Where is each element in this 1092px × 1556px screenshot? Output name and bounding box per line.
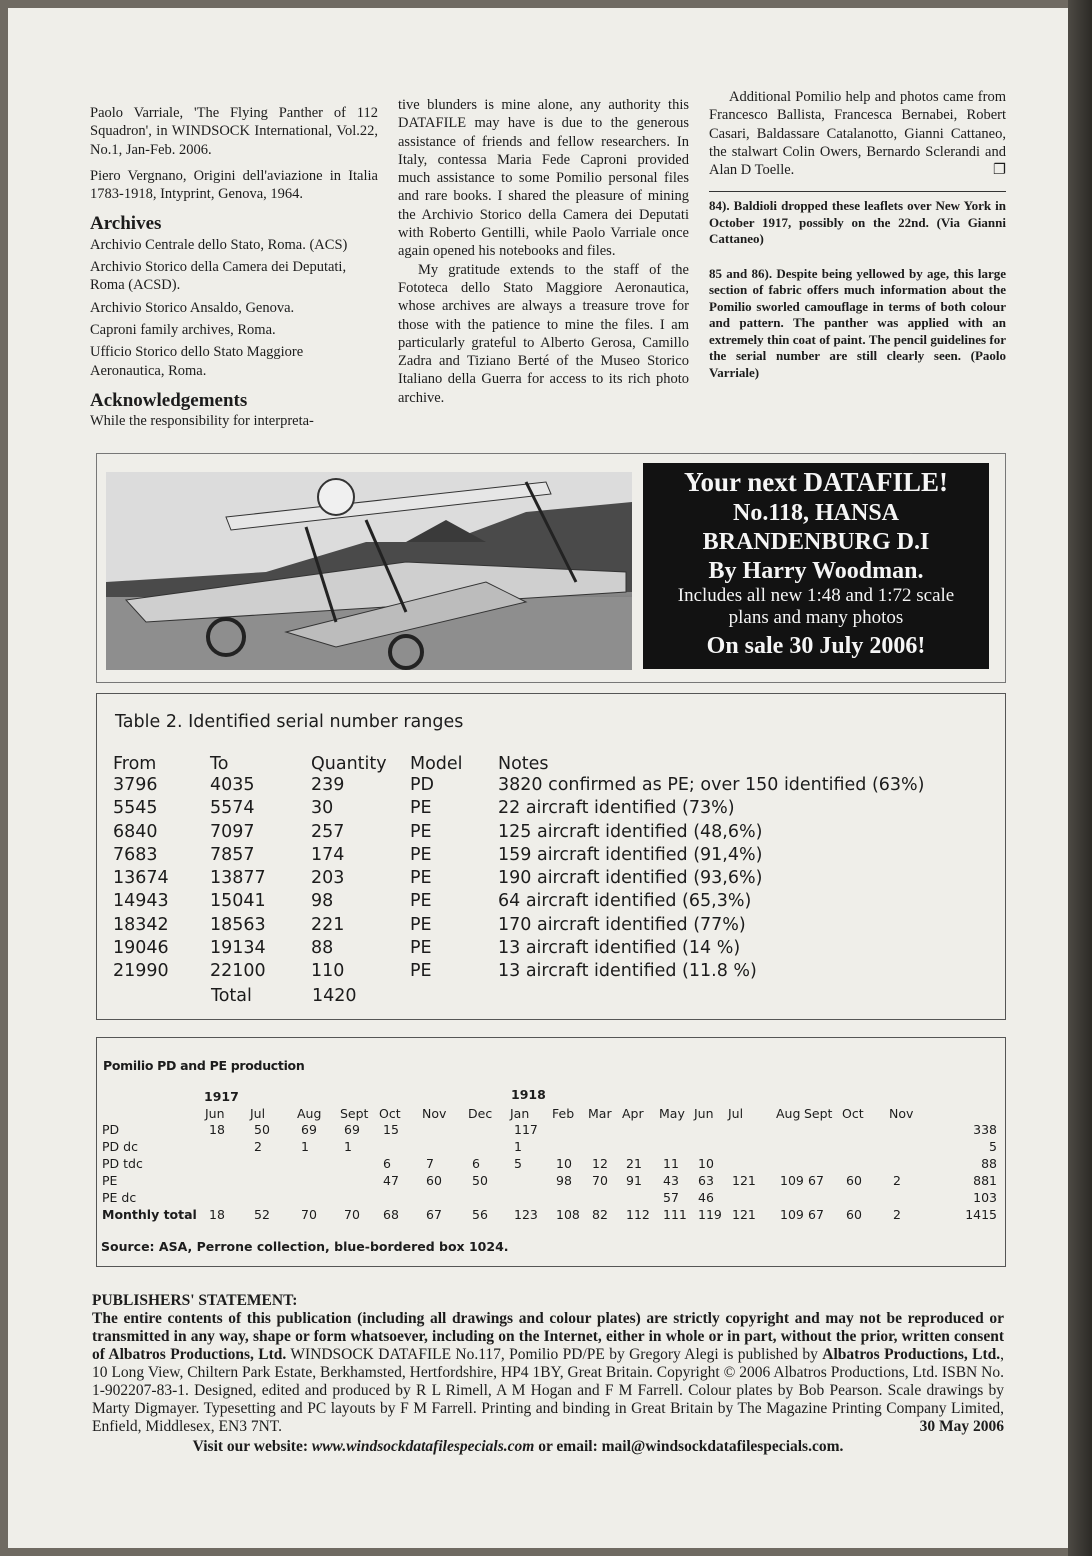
publishers-statement — [92, 1292, 1004, 1456]
table-cell: 64 aircraft identified (65,3%) — [498, 891, 752, 912]
table-cell: 13 aircraft identified (14 %) — [498, 938, 741, 959]
table-cell: 257 — [311, 821, 345, 842]
table-cell: 7857 — [210, 844, 255, 865]
production-row-total: 103 — [973, 1190, 997, 1205]
table-header-row — [113, 754, 925, 774]
production-cell: 18 — [209, 1122, 225, 1137]
reference-1: Paolo Varriale, 'The Flying Panther of 112 Squadron', in WINDSOCK International, Vol.22, No.1, Jan-Feb. 2006. — [90, 105, 378, 158]
month-header: Sept — [340, 1106, 369, 1121]
statement-copyright: The entire contents of this publication (including all drawings and colour plates) are strictly copyright and may not be reproduced or transmitted in any way, shape or form whatsoever, including on the Internet, either in whole or in part, without the prior, written consent of Albatros Productions, Ltd. — [92, 1310, 1004, 1363]
month-header: Apr — [622, 1106, 644, 1121]
production-row-label: PD tdc — [102, 1156, 143, 1171]
production-cell: 5 — [514, 1156, 522, 1171]
production-cell: 70 — [592, 1173, 608, 1188]
table-cell: 13 aircraft identified (11.8 %) — [498, 961, 757, 982]
month-header: Aug — [297, 1106, 322, 1121]
year-1917: 1917 — [204, 1089, 239, 1104]
table-cell: PE — [410, 844, 432, 865]
table-cell: 170 aircraft identified (77%) — [498, 914, 746, 935]
table-cell: 18342 — [113, 914, 169, 935]
production-cell: 111 — [663, 1207, 687, 1222]
table-cell: PD — [410, 775, 435, 795]
production-cell: 52 — [254, 1207, 270, 1222]
table-cell: 88 — [311, 938, 334, 959]
advert-line-4: By Harry Woodman. — [708, 558, 924, 584]
email-link[interactable]: mail@windsockdatafilespecials.com. — [601, 1438, 844, 1455]
month-header: Jun — [694, 1106, 714, 1121]
production-cell: 68 — [383, 1207, 399, 1222]
website-link[interactable]: www.windsockdatafilespecials.com — [311, 1438, 535, 1455]
table-cell: PE — [410, 961, 432, 982]
production-cell: 11 — [663, 1156, 679, 1171]
production-cell: 47 — [383, 1173, 399, 1188]
production-cell: 121 — [732, 1207, 756, 1222]
acknowledgements-heading: Acknowledgements — [90, 389, 248, 411]
acknowledgements-paragraph-3 — [709, 88, 1006, 179]
statement-text-2: , 10 Long View, Chiltern Park Estate, Berkhamsted, Hertfordshire, HP4 1BY, Great Britain. Copyright © 2006 Albatros Productions, Ltd. ISBN No. 1-902207-83-1. Designed, edited and produced by R L Rimell, A M Hogan and F M Farrell. Colour plates by Bob Pearson. Scale drawings by Marty Digmayer. Typesetting and PC layouts by F M Farrell. Printing and binding in Great Britain by The Magazine Printing Company Limited, Enfield, Middlesex, EN3 7NT. — [92, 1346, 1004, 1435]
reference-2: Piero Vergnano, Origini dell'aviazione in Italia 1783-1918, Intyprint, Genova, 1964. — [90, 167, 378, 203]
column-3 — [709, 88, 1006, 381]
table-cell: 3820 confirmed as PE; over 150 identified (63%) — [498, 775, 925, 795]
production-box — [96, 1037, 1006, 1267]
production-cell: 108 — [556, 1207, 580, 1222]
archives-heading: Archives — [90, 213, 162, 235]
production-cell: 67 — [426, 1207, 442, 1222]
production-row-label: PD dc — [102, 1139, 138, 1154]
table-cell: 18563 — [210, 914, 266, 935]
production-cell: 60 — [846, 1173, 862, 1188]
production-cell: 67 — [808, 1207, 824, 1222]
table-cell: 159 aircraft identified (91,4%) — [498, 844, 763, 865]
table-cell: 221 — [311, 914, 345, 935]
production-cell: 69 — [344, 1122, 360, 1137]
production-cell: 70 — [301, 1207, 317, 1222]
table-cell: 22 aircraft identified (73%) — [498, 798, 735, 819]
adjacent-page-edge — [1068, 0, 1092, 1556]
production-cell: 60 — [426, 1173, 442, 1188]
production-cell: 12 — [592, 1156, 608, 1171]
statement-body — [92, 1310, 1004, 1436]
table-cell: 4035 — [210, 775, 255, 795]
production-cell: 121 — [732, 1173, 756, 1188]
production-cell: 82 — [592, 1207, 608, 1222]
table-cell: PE — [410, 891, 432, 912]
advert-headline — [643, 467, 989, 498]
month-header: Jun — [205, 1106, 225, 1121]
table-cell: PE — [410, 798, 432, 819]
table-cell: 21990 — [113, 961, 169, 982]
table-cell: 30 — [311, 798, 334, 819]
production-row-total: 88 — [981, 1156, 997, 1171]
table-cell: PE — [410, 821, 432, 842]
table-row — [113, 797, 925, 820]
serial-ranges-table — [113, 754, 925, 1009]
table-total-row — [113, 984, 925, 1009]
column-1 — [90, 104, 378, 430]
advert-line-3: BRANDENBURG D.I — [702, 529, 930, 555]
production-source: Source: ASA, Perrone collection, blue-bordered box 1024. — [101, 1239, 509, 1254]
table-row — [113, 821, 925, 844]
month-header: Nov — [889, 1106, 914, 1121]
production-cell: 57 — [663, 1190, 679, 1205]
table-cell: 19134 — [210, 938, 266, 959]
advert-line-7: On sale 30 July 2006! — [706, 633, 926, 659]
production-cell: 2 — [893, 1173, 901, 1188]
table-2-title: Table 2. Identified serial number ranges — [115, 712, 464, 732]
website-label: Visit our website: — [192, 1438, 312, 1455]
production-row-total: 1415 — [965, 1207, 997, 1222]
aircraft-photo — [106, 472, 632, 670]
month-header: Dec — [468, 1106, 493, 1121]
table-row — [113, 960, 925, 983]
archive-item: Archivio Storico della Camera dei Deputati, Roma (ACSD). — [90, 259, 347, 294]
production-cell: 6 — [472, 1156, 480, 1171]
table-row — [113, 844, 925, 867]
table-2-box — [96, 693, 1006, 1020]
caption-84: 84). Baldioli dropped these leaflets over New York in October 1917, possibly on the 22nd. (Via Gianni Cattaneo) — [709, 198, 1006, 247]
production-cell: 2 — [254, 1139, 262, 1154]
production-cell: 46 — [698, 1190, 714, 1205]
acknowledgements-text: While the responsibility for interpreta- — [90, 413, 314, 430]
table-cell: 5574 — [210, 798, 255, 819]
caption-85-86: 85 and 86). Despite being yellowed by age, this large section of fabric offers much information about the Pomilio sworled camouflage in terms of both colour and pattern. The panther was applied with an extremely thin coat of paint. The pencil guidelines for the serial number are still clearly seen. (Paolo Varriale) — [709, 265, 1006, 380]
month-header: Oct — [842, 1106, 864, 1121]
header-from: From — [113, 754, 157, 774]
table-cell: 6840 — [113, 821, 158, 842]
production-cell: 109 — [780, 1207, 804, 1222]
production-cell: 10 — [698, 1156, 714, 1171]
table-cell: PE — [410, 868, 432, 889]
table-cell: 110 — [311, 961, 345, 982]
table-cell — [113, 984, 210, 1009]
production-row-total: 881 — [973, 1173, 997, 1188]
table-cell: 125 aircraft identified (48,6%) — [498, 821, 763, 842]
production-row-label: PE — [102, 1173, 118, 1188]
month-header: Nov — [422, 1106, 447, 1121]
production-row-total: 338 — [973, 1122, 997, 1137]
next-datafile-advert — [643, 463, 989, 669]
table-cell: 7097 — [210, 821, 255, 842]
production-cell: 112 — [626, 1207, 650, 1222]
month-header: Mar — [588, 1106, 612, 1121]
acknowledgements-paragraph-3-text: Additional Pomilio help and photos came from Francesco Ballista, Francesca Bernabei, Robert Casari, Baldassare Catalanotto, Gianni Cattaneo, the stalwart Colin Owers, Bernardo Sclerandi and Alan D Toelle. — [709, 89, 1006, 179]
production-cell: 56 — [472, 1207, 488, 1222]
table-cell: 19046 — [113, 938, 169, 959]
table-cell: 190 aircraft identified (93,6%) — [498, 868, 763, 889]
production-cell: 1 — [344, 1139, 352, 1154]
production-cell: 10 — [556, 1156, 572, 1171]
production-cell: 50 — [472, 1173, 488, 1188]
month-header: Aug — [776, 1106, 801, 1121]
biplane-illustration — [106, 472, 632, 670]
production-title: Pomilio PD and PE production — [103, 1058, 305, 1073]
table-cell: 5545 — [113, 798, 158, 819]
month-header: Oct — [379, 1106, 401, 1121]
header-quantity: Quantity — [311, 754, 387, 774]
production-cell: 43 — [663, 1173, 679, 1188]
table-cell: 7683 — [113, 844, 158, 865]
table-row — [113, 867, 925, 890]
email-label: or email: — [534, 1438, 602, 1455]
production-cell: 2 — [893, 1207, 901, 1222]
header-notes: Notes — [498, 754, 549, 774]
archive-item: Caproni family archives, Roma. — [90, 321, 276, 338]
table-cell: 13877 — [210, 868, 266, 889]
production-cell: 50 — [254, 1122, 270, 1137]
production-cell: 91 — [626, 1173, 642, 1188]
header-model: Model — [410, 754, 463, 774]
advert-line-2: No.118, HANSA — [732, 500, 900, 526]
month-header: Jul — [250, 1106, 266, 1121]
production-cell: 109 — [780, 1173, 804, 1188]
table-cell: 98 — [311, 891, 334, 912]
production-cell: 123 — [514, 1207, 538, 1222]
production-row-label: PD — [102, 1122, 120, 1137]
production-row-label: Monthly total — [102, 1207, 197, 1222]
archive-item: Ufficio Storico dello Stato Maggiore Aeronautica, Roma. — [90, 344, 304, 379]
production-cell: 67 — [808, 1173, 824, 1188]
table-body — [113, 774, 925, 1009]
table-cell: 14943 — [113, 891, 169, 912]
advert-line-6: plans and many photos — [728, 607, 904, 628]
production-cell: 70 — [344, 1207, 360, 1222]
table-row — [113, 774, 925, 797]
production-cell: 6 — [383, 1156, 391, 1171]
table-cell: 3796 — [113, 775, 158, 795]
month-header: May — [659, 1106, 685, 1121]
table-cell: PE — [410, 914, 432, 935]
archive-item: Archivio Storico Ansaldo, Genova. — [90, 299, 295, 316]
table-row — [113, 890, 925, 913]
production-row-total: 5 — [989, 1139, 997, 1154]
production-cell: 1 — [301, 1139, 309, 1154]
table-cell: 22100 — [210, 961, 266, 982]
production-cell: 15 — [383, 1122, 399, 1137]
statement-text-1: WINDSOCK DATAFILE No.117, Pomilio PD/PE by Gregory Alegi is published by — [286, 1346, 823, 1363]
production-cell: 7 — [426, 1156, 434, 1171]
month-header: Sept — [804, 1106, 833, 1121]
production-cell: 18 — [209, 1207, 225, 1222]
archive-item: Archivio Centrale dello Stato, Roma. (ACS) — [90, 236, 348, 253]
production-cell: 21 — [626, 1156, 642, 1171]
table-cell: PE — [410, 938, 432, 959]
production-cell: 119 — [698, 1207, 722, 1222]
statement-heading: PUBLISHERS' STATEMENT: — [92, 1292, 298, 1309]
advert-line-1: Your next DATAFILE! — [683, 467, 948, 497]
month-header: Jan — [510, 1106, 530, 1121]
production-cell: 1 — [514, 1139, 522, 1154]
year-1918: 1918 — [511, 1087, 546, 1102]
table-cell: 239 — [311, 775, 345, 795]
advert-line-5: Includes all new 1:48 and 1:72 scale — [677, 585, 955, 606]
statement-date: 30 May 2006 — [919, 1418, 1004, 1435]
production-cell: 60 — [846, 1207, 862, 1222]
table-cell: 174 — [311, 844, 345, 865]
caption-divider — [709, 191, 1006, 192]
month-header: Jul — [728, 1106, 744, 1121]
acknowledgements-paragraph-1: tive blunders is mine alone, any authority this DATAFILE may have is due to the generous assistance of friends and fellow researchers. In Italy, contessa Maria Fede Caproni provided much assistance to some Pomilio personal files and rare books. I shared the pleasure of mining the Archivio Storico della Camera dei Deputati with Roberto Gentilli, while Paolo Varriale once again opened his notebooks and files. — [398, 97, 689, 260]
table-row — [113, 914, 925, 937]
table-cell: 203 — [311, 868, 345, 889]
month-header: Feb — [552, 1106, 575, 1121]
production-cell: 63 — [698, 1173, 714, 1188]
header-to: To — [210, 754, 229, 774]
column-2 — [398, 96, 689, 407]
end-mark-icon: ❐ — [993, 162, 1006, 179]
production-cell: 69 — [301, 1122, 317, 1137]
contact-line — [32, 1438, 1004, 1456]
table-cell: 15041 — [210, 891, 266, 912]
statement-publisher: Albatros Productions, Ltd. — [822, 1346, 1001, 1363]
production-cell: 117 — [514, 1122, 538, 1137]
production-cell: 98 — [556, 1173, 572, 1188]
acknowledgements-paragraph-2: My gratitude extends to the staff of the Fototeca dello Stato Maggiore Aeronautica, whose archives are always a treasure trove for those with the patience to mine the files. I am particularly grateful to Alberto Gerosa, Camillo Zadra and Tiziano Berté of the Museo Storico Italiano della Guerra for access to its rich photo archive. — [398, 261, 689, 406]
total-value: 1420 — [312, 986, 357, 1007]
table-cell: 13674 — [113, 868, 169, 889]
total-label: Total — [211, 985, 252, 1006]
production-row-label: PE dc — [102, 1190, 137, 1205]
table-row — [113, 937, 925, 960]
